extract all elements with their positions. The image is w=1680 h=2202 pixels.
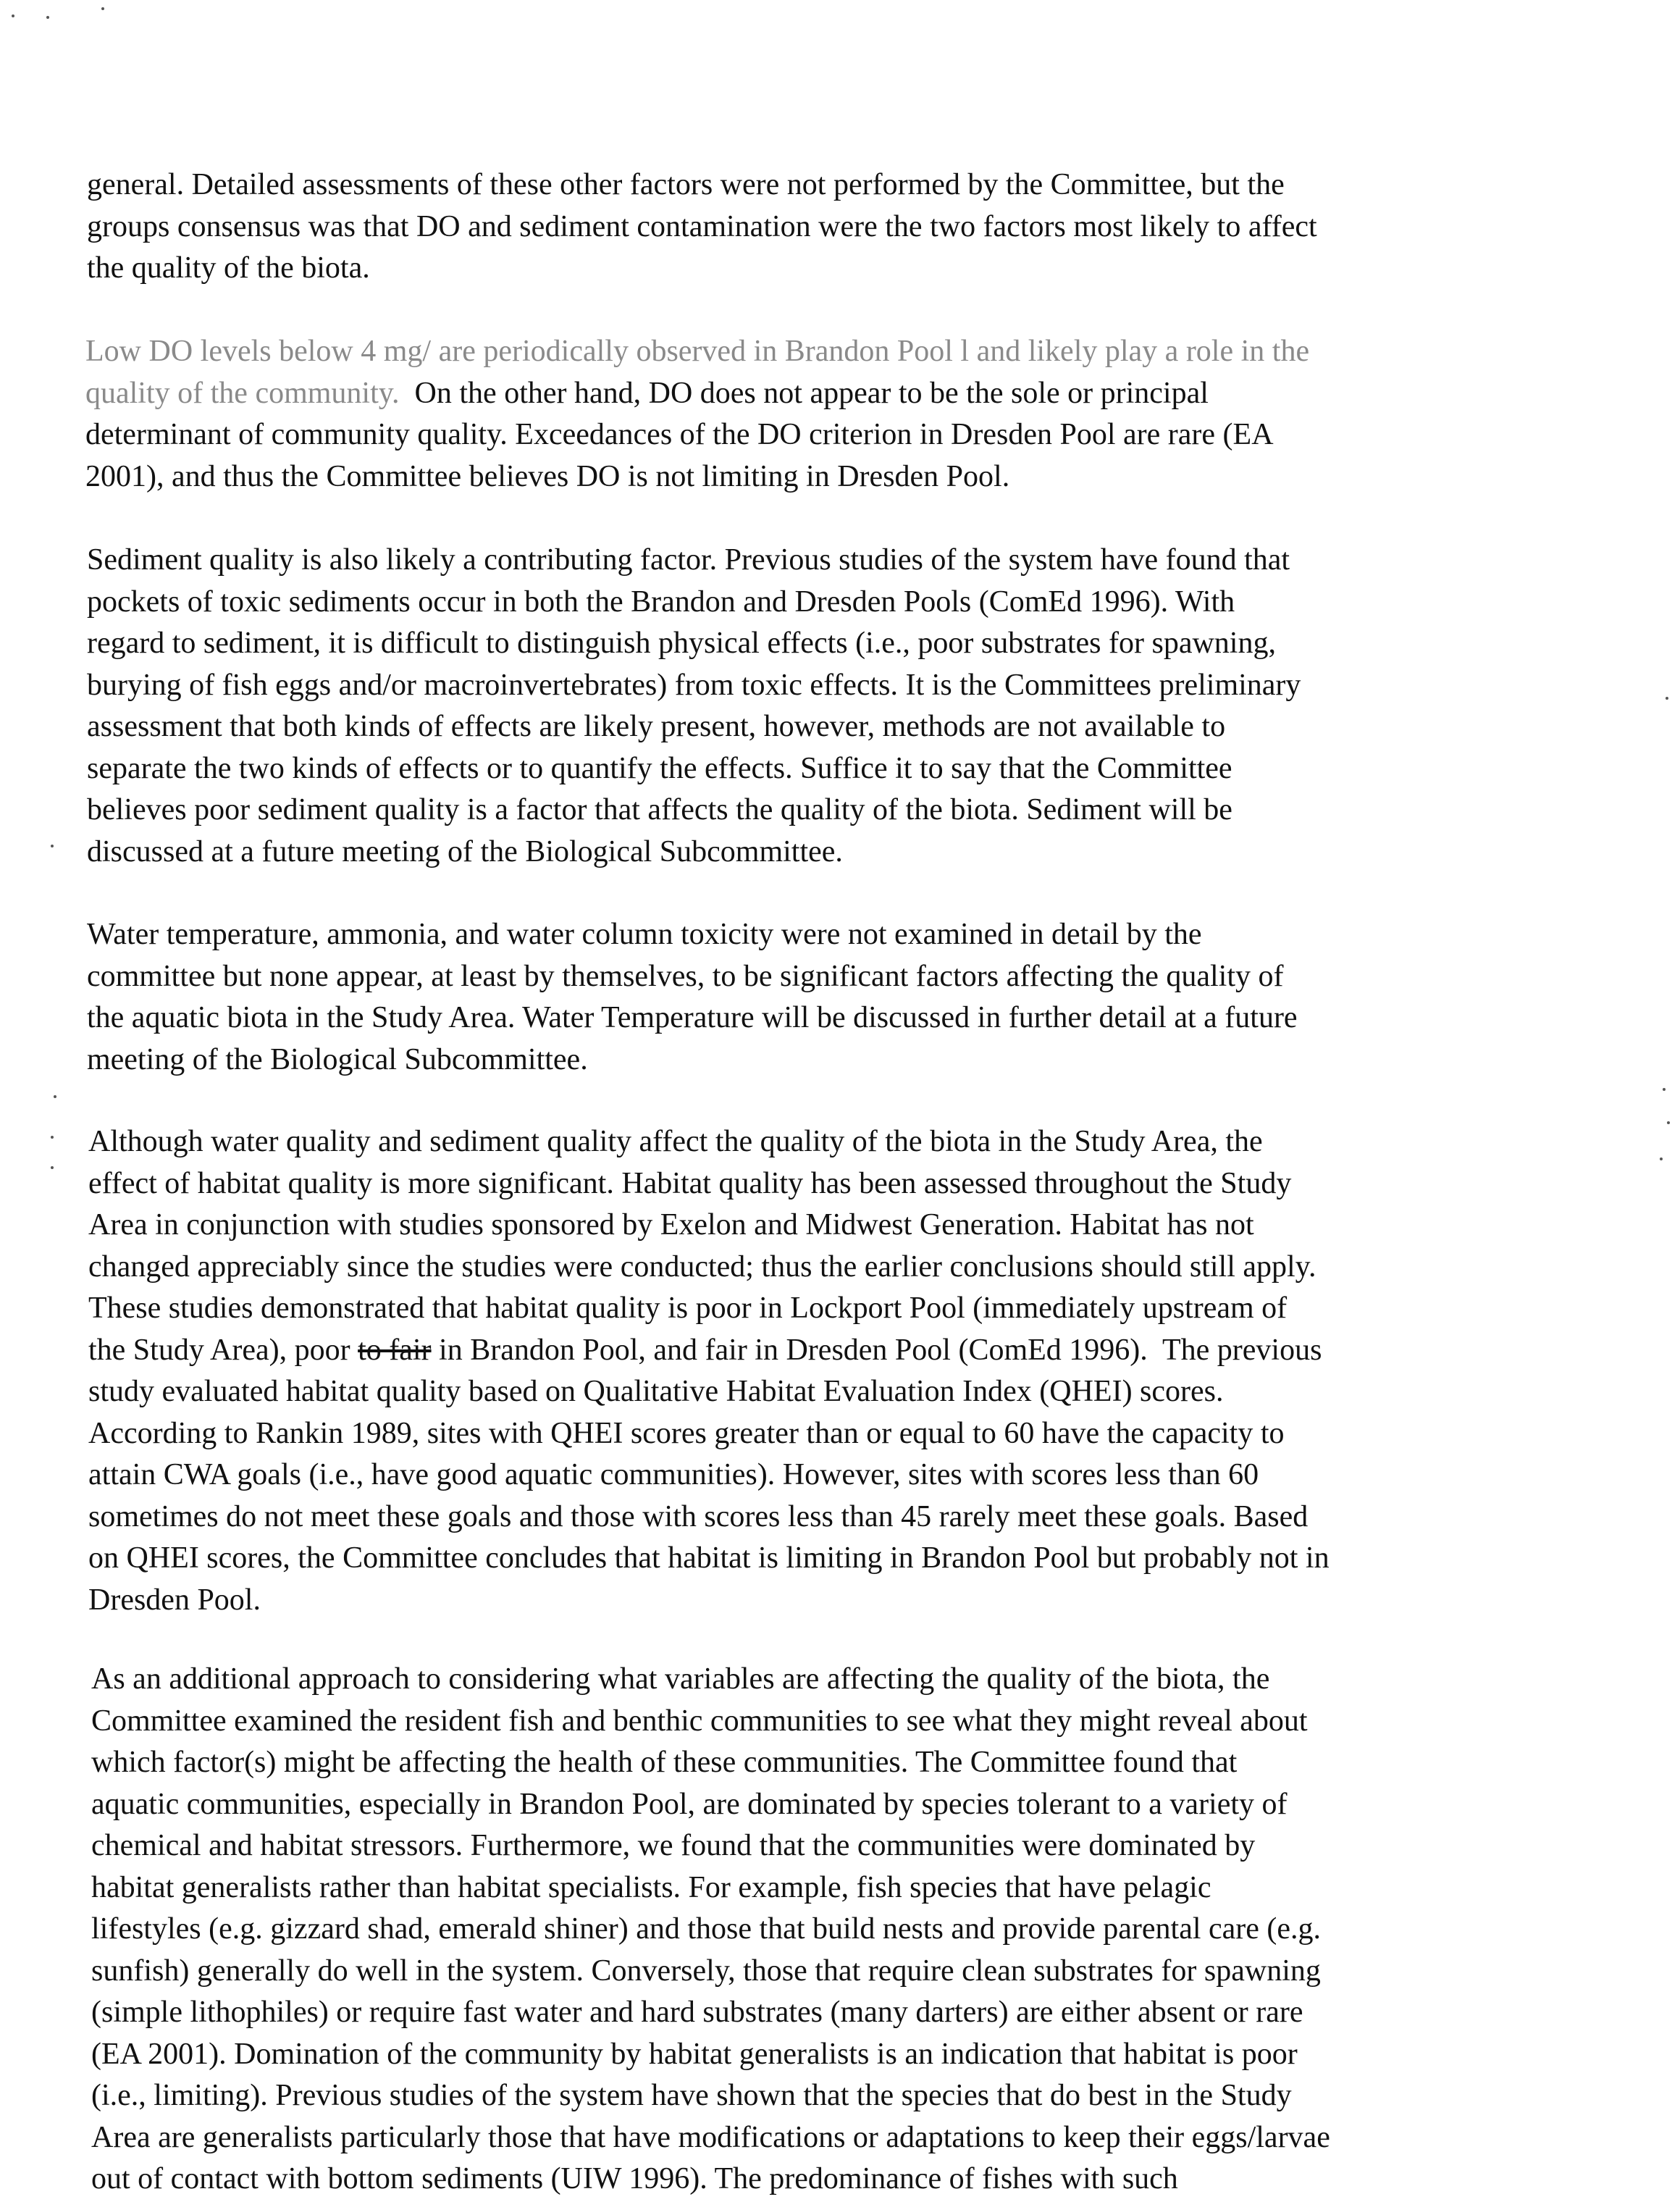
text-line: attain CWA goals (i.e., have good aquatic communities). However, sites with scores less than 60 xyxy=(88,1458,1259,1491)
text-line: lifestyles (e.g. gizzard shad, emerald shiner) and those that build nests and provide parental care (e.g. xyxy=(91,1912,1322,1946)
text-line: Although water quality and sediment quality affect the quality of the biota in the Study Area, the xyxy=(88,1125,1263,1158)
faint-text-line: Low DO levels below 4 mg/ are periodically observed in Brandon Pool l and likely play a role in the xyxy=(85,335,1310,368)
text-line: (EA 2001). Domination of the community by habitat generalists is an indication that habitat is poor xyxy=(91,2037,1298,2071)
scan-speck xyxy=(51,1166,54,1169)
faint-text: quality of the community. xyxy=(85,376,400,410)
text-line: sometimes do not meet these goals and those with scores less than 45 rarely meet these goals. Based xyxy=(88,1499,1309,1533)
text-line: out of contact with bottom sediments (UIW 1996). The predominance of fishes with such xyxy=(91,2162,1178,2195)
text-line: effect of habitat quality is more significant. Habitat quality has been assessed throughout the Study xyxy=(88,1166,1292,1200)
text-line: on QHEI scores, the Committee concludes that habitat is limiting in Brandon Pool but probably not in xyxy=(88,1541,1330,1575)
scan-speck xyxy=(54,1095,56,1098)
text-line: chemical and habitat stressors. Furthermore, we found that the communities were dominated by xyxy=(91,1829,1256,1862)
text-line: (simple lithophiles) or require fast water and hard substrates (many darters) are either absent or rare xyxy=(91,1996,1303,2029)
text-line: Area in conjunction with studies sponsored by Exelon and Midwest Generation. Habitat has not xyxy=(88,1208,1254,1242)
text-line: which factor(s) might be affecting the health of these communities. The Committee found that xyxy=(91,1746,1238,1779)
text-line: discussed at a future meeting of the Biological Subcommittee. xyxy=(87,834,843,868)
text-line: believes poor sediment quality is a factor that affects the quality of the biota. Sediment will be xyxy=(87,793,1232,826)
scan-speck xyxy=(46,16,49,19)
text-line: regard to sediment, it is difficult to distinguish physical effects (i.e., poor substrates for spawning, xyxy=(87,627,1276,660)
text-line: Area are generalists particularly those that have modifications or adaptations to keep their eggs/larvae xyxy=(91,2120,1330,2154)
scan-speck xyxy=(51,845,54,847)
text-line: As an additional approach to considering what variables are affecting the quality of the biota, the xyxy=(91,1662,1270,1696)
text-line: (i.e., limiting). Previous studies of the system have shown that the species that do best in the Study xyxy=(91,2079,1292,2112)
text-line: the aquatic biota in the Study Area. Water Temperature will be discussed in further detail at a future xyxy=(87,1001,1298,1034)
paragraph-4 xyxy=(87,914,1629,1081)
scan-speck xyxy=(1667,1121,1670,1124)
scan-speck xyxy=(1660,1157,1663,1160)
paragraph-5 xyxy=(88,1121,1631,1621)
text-line: sunfish) generally do well in the system. Conversely, those that require clean substrates for spawning xyxy=(91,1954,1321,1988)
text-line: determinant of community quality. Exceedances of the DO criterion in Dresden Pool are rare (EA xyxy=(85,418,1274,451)
text-line: Committee examined the resident fish and benthic communities to see what they might reveal about xyxy=(91,1704,1308,1738)
paragraph-3 xyxy=(87,540,1629,873)
text-line: study evaluated habitat quality based on Qualitative Habitat Evaluation Index (QHEI) scores. xyxy=(88,1375,1224,1408)
struck-text: to fair xyxy=(358,1333,432,1367)
text-line: the quality of the biota. xyxy=(87,251,370,285)
text-line: Sediment quality is also likely a contributing factor. Previous studies of the system have found that xyxy=(87,543,1290,577)
text-line: committee but none appear, at least by themselves, to be significant factors affecting the quality of xyxy=(87,959,1284,993)
text-line: pockets of toxic sediments occur in both the Brandon and Dresden Pools (ComEd 1996). With xyxy=(87,585,1235,619)
text-line: separate the two kinds of effects or to quantify the effects. Suffice it to say that the Committee xyxy=(87,751,1232,785)
text-line: burying of fish eggs and/or macroinvertebrates) from toxic effects. It is the Committees preliminary xyxy=(87,668,1301,702)
text-line: Water temperature, ammonia, and water column toxicity were not examined in detail by the xyxy=(87,918,1202,951)
text-line: groups consensus was that DO and sediment contamination were the two factors most likely to affect xyxy=(87,209,1317,243)
text-line: 2001), and thus the Committee believes DO is not limiting in Dresden Pool. xyxy=(85,459,1010,493)
scan-speck xyxy=(101,7,104,10)
text-line: These studies demonstrated that habitat quality is poor in Lockport Pool (immediately upstream of xyxy=(88,1292,1288,1325)
text-line: changed appreciably since the studies were conducted; thus the earlier conclusions should still apply. xyxy=(88,1249,1316,1284)
scan-speck xyxy=(51,1136,54,1139)
text-line: assessment that both kinds of effects are likely present, however, methods are not available to xyxy=(87,710,1226,743)
text-segment: On the other hand, DO does not appear to be the sole or principal xyxy=(399,376,1209,410)
text-line: Dresden Pool. xyxy=(88,1583,261,1617)
paragraph-6 xyxy=(91,1659,1634,2201)
scan-speck xyxy=(1663,1088,1666,1091)
scan-speck xyxy=(1666,697,1668,700)
text-segment: the Study Area), poor xyxy=(88,1333,358,1367)
paragraph-1 xyxy=(87,164,1629,290)
text-line: habitat generalists rather than habitat specialists. For example, fish species that have pelagic xyxy=(91,1870,1211,1904)
text-segment: in Brandon Pool, and fair in Dresden Pool (ComEd 1996). The previous xyxy=(431,1333,1322,1367)
paragraph-2 xyxy=(85,331,1628,498)
scan-speck xyxy=(12,14,14,17)
text-line: general. Detailed assessments of these other factors were not performed by the Committee, but the xyxy=(87,168,1285,201)
text-line xyxy=(88,1330,1631,1372)
text-line: aquatic communities, especially in Brandon Pool, are dominated by species tolerant to a variety of xyxy=(91,1787,1288,1821)
text-line: meeting of the Biological Subcommittee. xyxy=(87,1042,588,1076)
text-line xyxy=(85,373,1628,415)
text-line: According to Rankin 1989, sites with QHEI scores greater than or equal to 60 have the capacity to xyxy=(88,1416,1285,1450)
